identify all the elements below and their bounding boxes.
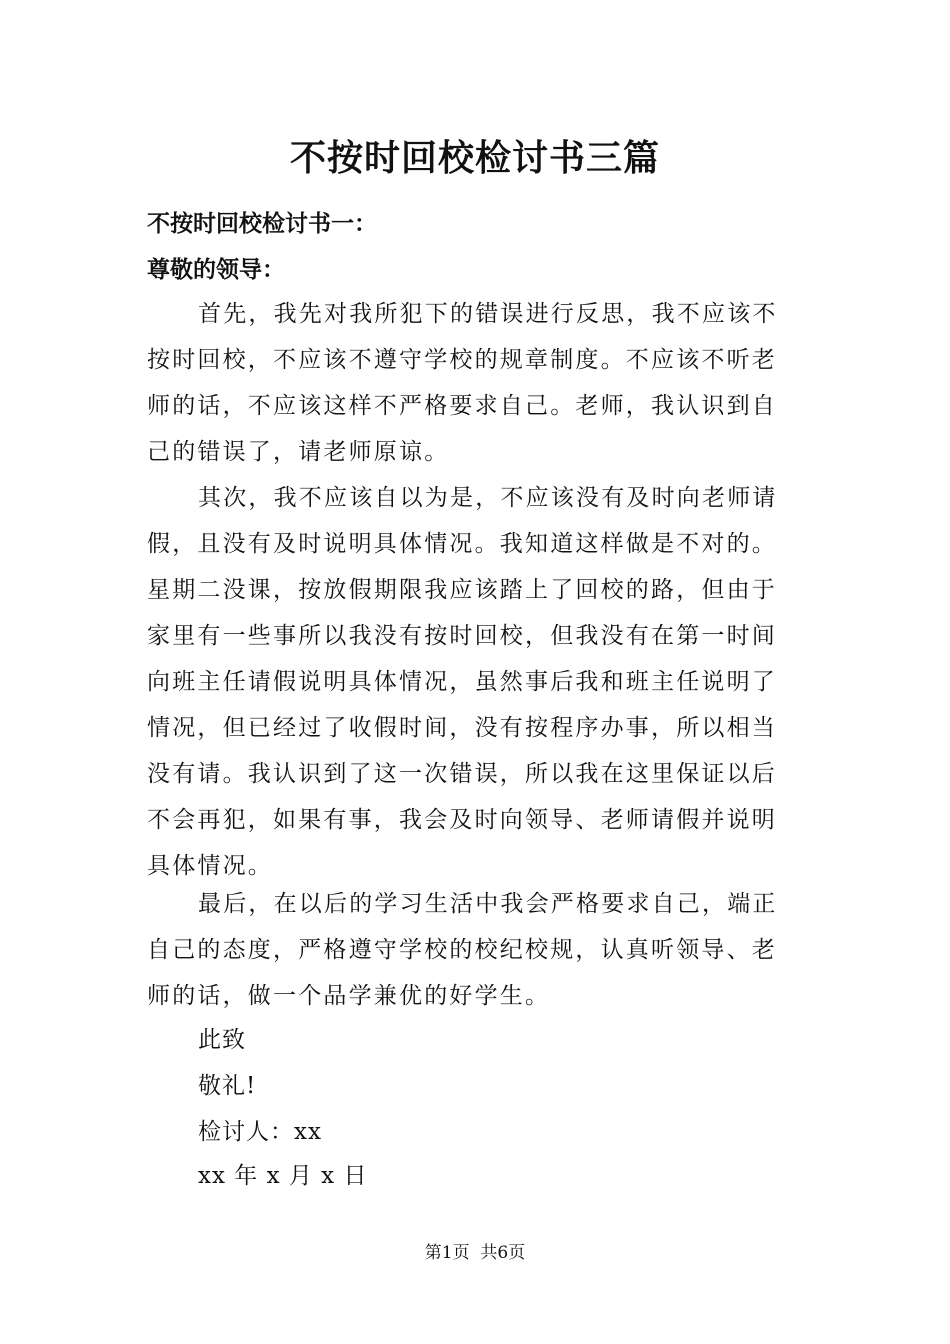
paragraph-line: 其次，我不应该自以为是，不应该没有及时向老师请 (198, 485, 778, 511)
paragraph-line: 家里有一些事所以我没有按时回校，但我没有在第一时间 (147, 623, 777, 649)
paragraph-line: 星期二没课，按放假期限我应该踏上了回校的路，但由于 (147, 577, 777, 603)
paragraph-line: 情况，但已经过了收假时间，没有按程序办事，所以相当 (147, 715, 777, 741)
paragraph-line: 向班主任请假说明具体情况，虽然事后我和班主任说明了 (147, 669, 777, 695)
paragraph-line: 师的话，不应该这样不严格要求自己。老师，我认识到自 (147, 393, 777, 419)
paragraph-line: 最后，在以后的学习生活中我会严格要求自己，端正 (198, 891, 778, 917)
salutation: 尊敬的领导： (147, 256, 285, 283)
section-heading: 不按时回校检讨书一： (147, 210, 377, 237)
paragraph-line: 师的话，做一个品学兼优的好学生。 (147, 983, 551, 1009)
paragraph-1 (147, 291, 807, 475)
paragraph-line: 己的错误了，请老师原谅。 (147, 439, 450, 465)
closing-line-1: 此致 (198, 1027, 246, 1053)
paragraph-3 (147, 881, 807, 1019)
paragraph-line: 按时回校，不应该不遵守学校的规章制度。不应该不听老 (147, 347, 777, 373)
signer-line: 检讨人：xx (198, 1119, 322, 1145)
date-line: xx 年 x 月 x 日 (198, 1163, 368, 1189)
page-footer: 第1页 共6页 (424, 1243, 526, 1263)
paragraph-line: 不会再犯，如果有事，我会及时向领导、老师请假并说明 (147, 807, 777, 833)
paragraph-line: 自己的态度，严格遵守学校的校纪校规，认真听领导、老 (147, 937, 777, 963)
paragraph-line: 具体情况。 (147, 853, 273, 879)
paragraph-2 (147, 475, 807, 889)
closing-line-2: 敬礼! (198, 1073, 257, 1099)
paragraph-line: 没有请。我认识到了这一次错误，所以我在这里保证以后 (147, 761, 777, 787)
paragraph-line: 首先，我先对我所犯下的错误进行反思，我不应该不 (198, 301, 778, 327)
document-title: 不按时回校检讨书三篇 (289, 137, 660, 179)
paragraph-line: 假，且没有及时说明具体情况。我知道这样做是不对的。 (147, 531, 777, 557)
